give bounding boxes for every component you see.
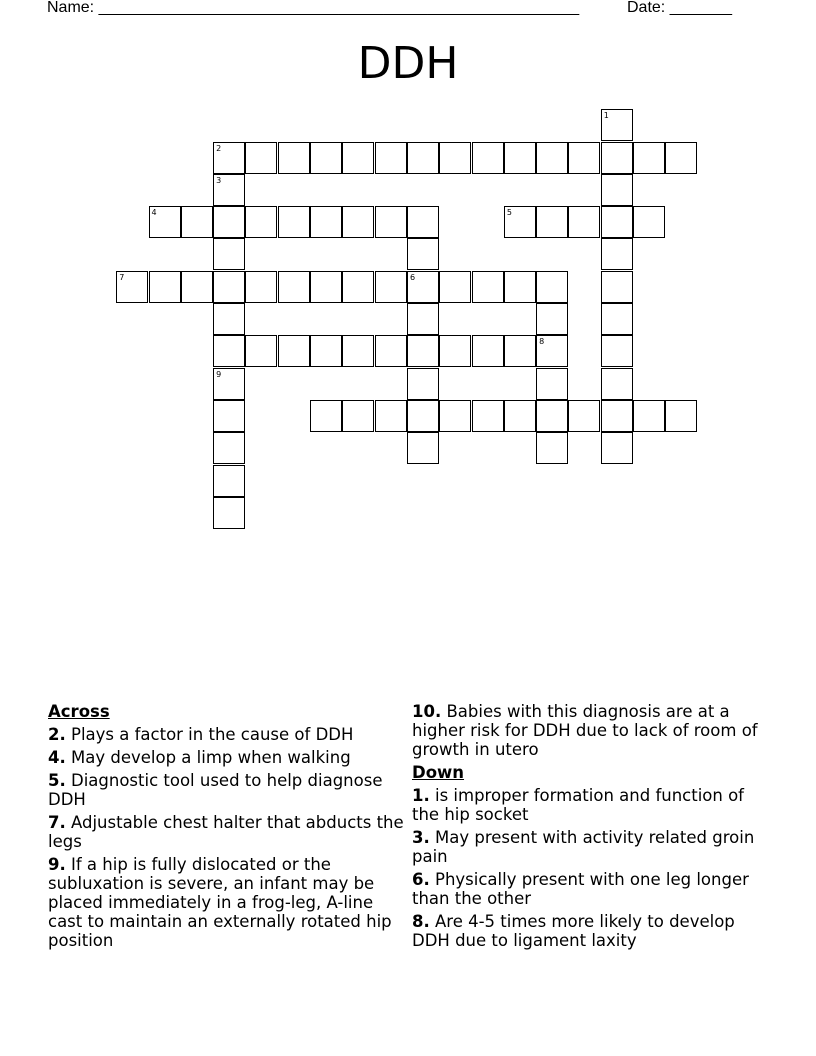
grid-cell[interactable] [245, 335, 277, 367]
grid-cell-number: 1 [603, 111, 609, 121]
grid-cell[interactable] [439, 142, 471, 174]
clues-left-column [48, 702, 408, 954]
grid-cell[interactable] [633, 206, 665, 238]
grid-cell[interactable] [665, 142, 697, 174]
grid-cell[interactable] [568, 206, 600, 238]
grid-cell[interactable] [407, 303, 439, 335]
grid-cell[interactable] [633, 400, 665, 432]
grid-cell[interactable] [310, 335, 342, 367]
grid-cell[interactable] [149, 271, 181, 303]
grid-cell[interactable] [310, 400, 342, 432]
grid-cell-number: 2 [216, 143, 222, 153]
grid-cell[interactable] [375, 271, 407, 303]
grid-cell[interactable] [342, 335, 374, 367]
grid-cell[interactable] [278, 206, 310, 238]
grid-cell[interactable] [536, 400, 568, 432]
grid-cell[interactable] [504, 206, 536, 238]
grid-cell[interactable] [407, 238, 439, 270]
grid-cell[interactable] [601, 335, 633, 367]
grid-cell[interactable] [536, 303, 568, 335]
grid-cell[interactable] [213, 303, 245, 335]
grid-cell[interactable] [278, 142, 310, 174]
grid-cell[interactable] [504, 271, 536, 303]
grid-cell[interactable] [472, 400, 504, 432]
clue-down-8 [412, 912, 772, 950]
grid-cell[interactable] [245, 206, 277, 238]
grid-cell[interactable] [310, 271, 342, 303]
grid-cell[interactable] [278, 271, 310, 303]
grid-cell[interactable] [342, 271, 374, 303]
grid-cell[interactable] [181, 271, 213, 303]
clue-number: 9. [48, 855, 66, 874]
grid-cell[interactable] [568, 400, 600, 432]
grid-cell[interactable] [310, 206, 342, 238]
clue-text: Physically present with one leg longer than the other [412, 870, 749, 908]
date-field: Date: _______ [627, 0, 732, 16]
grid-cell[interactable] [116, 271, 148, 303]
grid-cell[interactable] [407, 206, 439, 238]
grid-cell[interactable] [601, 206, 633, 238]
grid-cell-number: 4 [151, 208, 157, 218]
clue-across-10 [412, 702, 772, 759]
grid-cell[interactable] [439, 335, 471, 367]
clue-text: May develop a limp when walking [65, 748, 351, 767]
grid-cell[interactable] [633, 142, 665, 174]
grid-cell[interactable] [342, 400, 374, 432]
grid-cell[interactable] [245, 271, 277, 303]
grid-cell[interactable] [213, 238, 245, 270]
name-field: Name: ______________________________________________________ [47, 0, 580, 16]
grid-cell-number: 6 [409, 272, 416, 282]
grid-cell[interactable] [342, 142, 374, 174]
grid-cell[interactable] [601, 238, 633, 270]
grid-cell[interactable] [213, 271, 245, 303]
grid-cell[interactable] [213, 174, 245, 206]
grid-cell[interactable] [375, 142, 407, 174]
clue-across-9 [48, 855, 408, 950]
grid-cell[interactable] [375, 400, 407, 432]
grid-cell[interactable] [536, 335, 568, 367]
clue-down-6 [412, 870, 772, 908]
grid-cell[interactable] [407, 142, 439, 174]
grid-cell[interactable] [245, 142, 277, 174]
grid-cell[interactable] [536, 142, 568, 174]
clue-number: 3. [412, 828, 430, 847]
clue-text: May present with activity related groin pain [412, 828, 755, 866]
clue-text: If a hip is fully dislocated or the subluxation is severe, an infant may be placed immediately in a frog-leg, A-line cast to maintain an externally rotated hip position [48, 855, 392, 950]
grid-cell-number: 9 [216, 369, 222, 379]
clue-text: is improper formation and function of the hip socket [412, 786, 744, 824]
clue-number: 10. [412, 702, 442, 721]
clue-down-1 [412, 786, 772, 824]
clue-number: 5. [48, 771, 66, 790]
clue-text: Babies with this diagnosis are at a higher risk for DDH due to lack of room of growth in utero [412, 702, 758, 759]
clue-across-2 [48, 725, 408, 744]
grid-cell[interactable] [536, 432, 568, 464]
grid-cell[interactable] [601, 142, 633, 174]
clue-number: 4. [48, 748, 66, 767]
clue-number: 2. [48, 725, 66, 744]
grid-cell[interactable] [278, 335, 310, 367]
grid-cell[interactable] [601, 400, 633, 432]
grid-cell[interactable] [601, 174, 633, 206]
clue-number: 6. [412, 870, 430, 889]
clue-text: Diagnostic tool used to help diagnose DDH [48, 771, 383, 809]
grid-cell[interactable] [213, 465, 245, 497]
grid-cell[interactable] [149, 206, 181, 238]
grid-cell[interactable] [439, 400, 471, 432]
grid-cell[interactable] [310, 142, 342, 174]
grid-cell[interactable] [504, 142, 536, 174]
grid-cell-number: 7 [119, 272, 125, 282]
grid-cell[interactable] [213, 335, 245, 367]
clue-text: Adjustable chest halter that abducts the legs [48, 813, 404, 851]
grid-cell[interactable] [601, 303, 633, 335]
grid-cell[interactable] [213, 368, 245, 400]
grid-cell[interactable] [472, 335, 504, 367]
grid-cell[interactable] [504, 400, 536, 432]
clue-across-4 [48, 748, 408, 767]
page-title: DDH [357, 38, 459, 89]
grid-cell[interactable] [407, 271, 439, 303]
grid-cell[interactable] [213, 206, 245, 238]
clue-across-7 [48, 813, 408, 851]
grid-cell-number: 5 [506, 208, 512, 218]
grid-cell[interactable] [665, 400, 697, 432]
grid-cell[interactable] [181, 206, 213, 238]
grid-cell[interactable] [213, 142, 245, 174]
grid-cell[interactable] [407, 335, 439, 367]
grid-cell[interactable] [601, 271, 633, 303]
grid-cell[interactable] [439, 271, 471, 303]
grid-cell[interactable] [536, 271, 568, 303]
grid-cell[interactable] [536, 368, 568, 400]
clue-number: 7. [48, 813, 66, 832]
grid-cell-number: 3 [216, 175, 222, 185]
grid-cell[interactable] [213, 400, 245, 432]
down-heading: Down [412, 763, 465, 782]
grid-cell[interactable] [568, 142, 600, 174]
grid-cell[interactable] [375, 335, 407, 367]
grid-cell[interactable] [213, 432, 245, 464]
grid-cell[interactable] [213, 497, 245, 529]
clue-text: Plays a factor in the cause of DDH [65, 725, 354, 744]
grid-cell[interactable] [375, 206, 407, 238]
grid-cell[interactable] [407, 368, 439, 400]
grid-cell[interactable] [601, 109, 633, 141]
clue-across-5 [48, 771, 408, 809]
grid-cell-number: 8 [539, 337, 545, 347]
grid-cell[interactable] [472, 271, 504, 303]
grid-cell[interactable] [504, 335, 536, 367]
clue-number: 1. [412, 786, 430, 805]
grid-cell[interactable] [472, 142, 504, 174]
grid-cell[interactable] [601, 432, 633, 464]
clue-down-3 [412, 828, 772, 866]
clue-number: 8. [412, 912, 430, 931]
across-heading: Across [48, 702, 110, 721]
grid-cell[interactable] [407, 432, 439, 464]
grid-cell[interactable] [407, 400, 439, 432]
grid-cell[interactable] [601, 368, 633, 400]
clues-right-column [412, 702, 772, 954]
grid-cell[interactable] [536, 206, 568, 238]
clue-text: Are 4-5 times more likely to develop DDH due to ligament laxity [412, 912, 735, 950]
grid-cell[interactable] [342, 206, 374, 238]
